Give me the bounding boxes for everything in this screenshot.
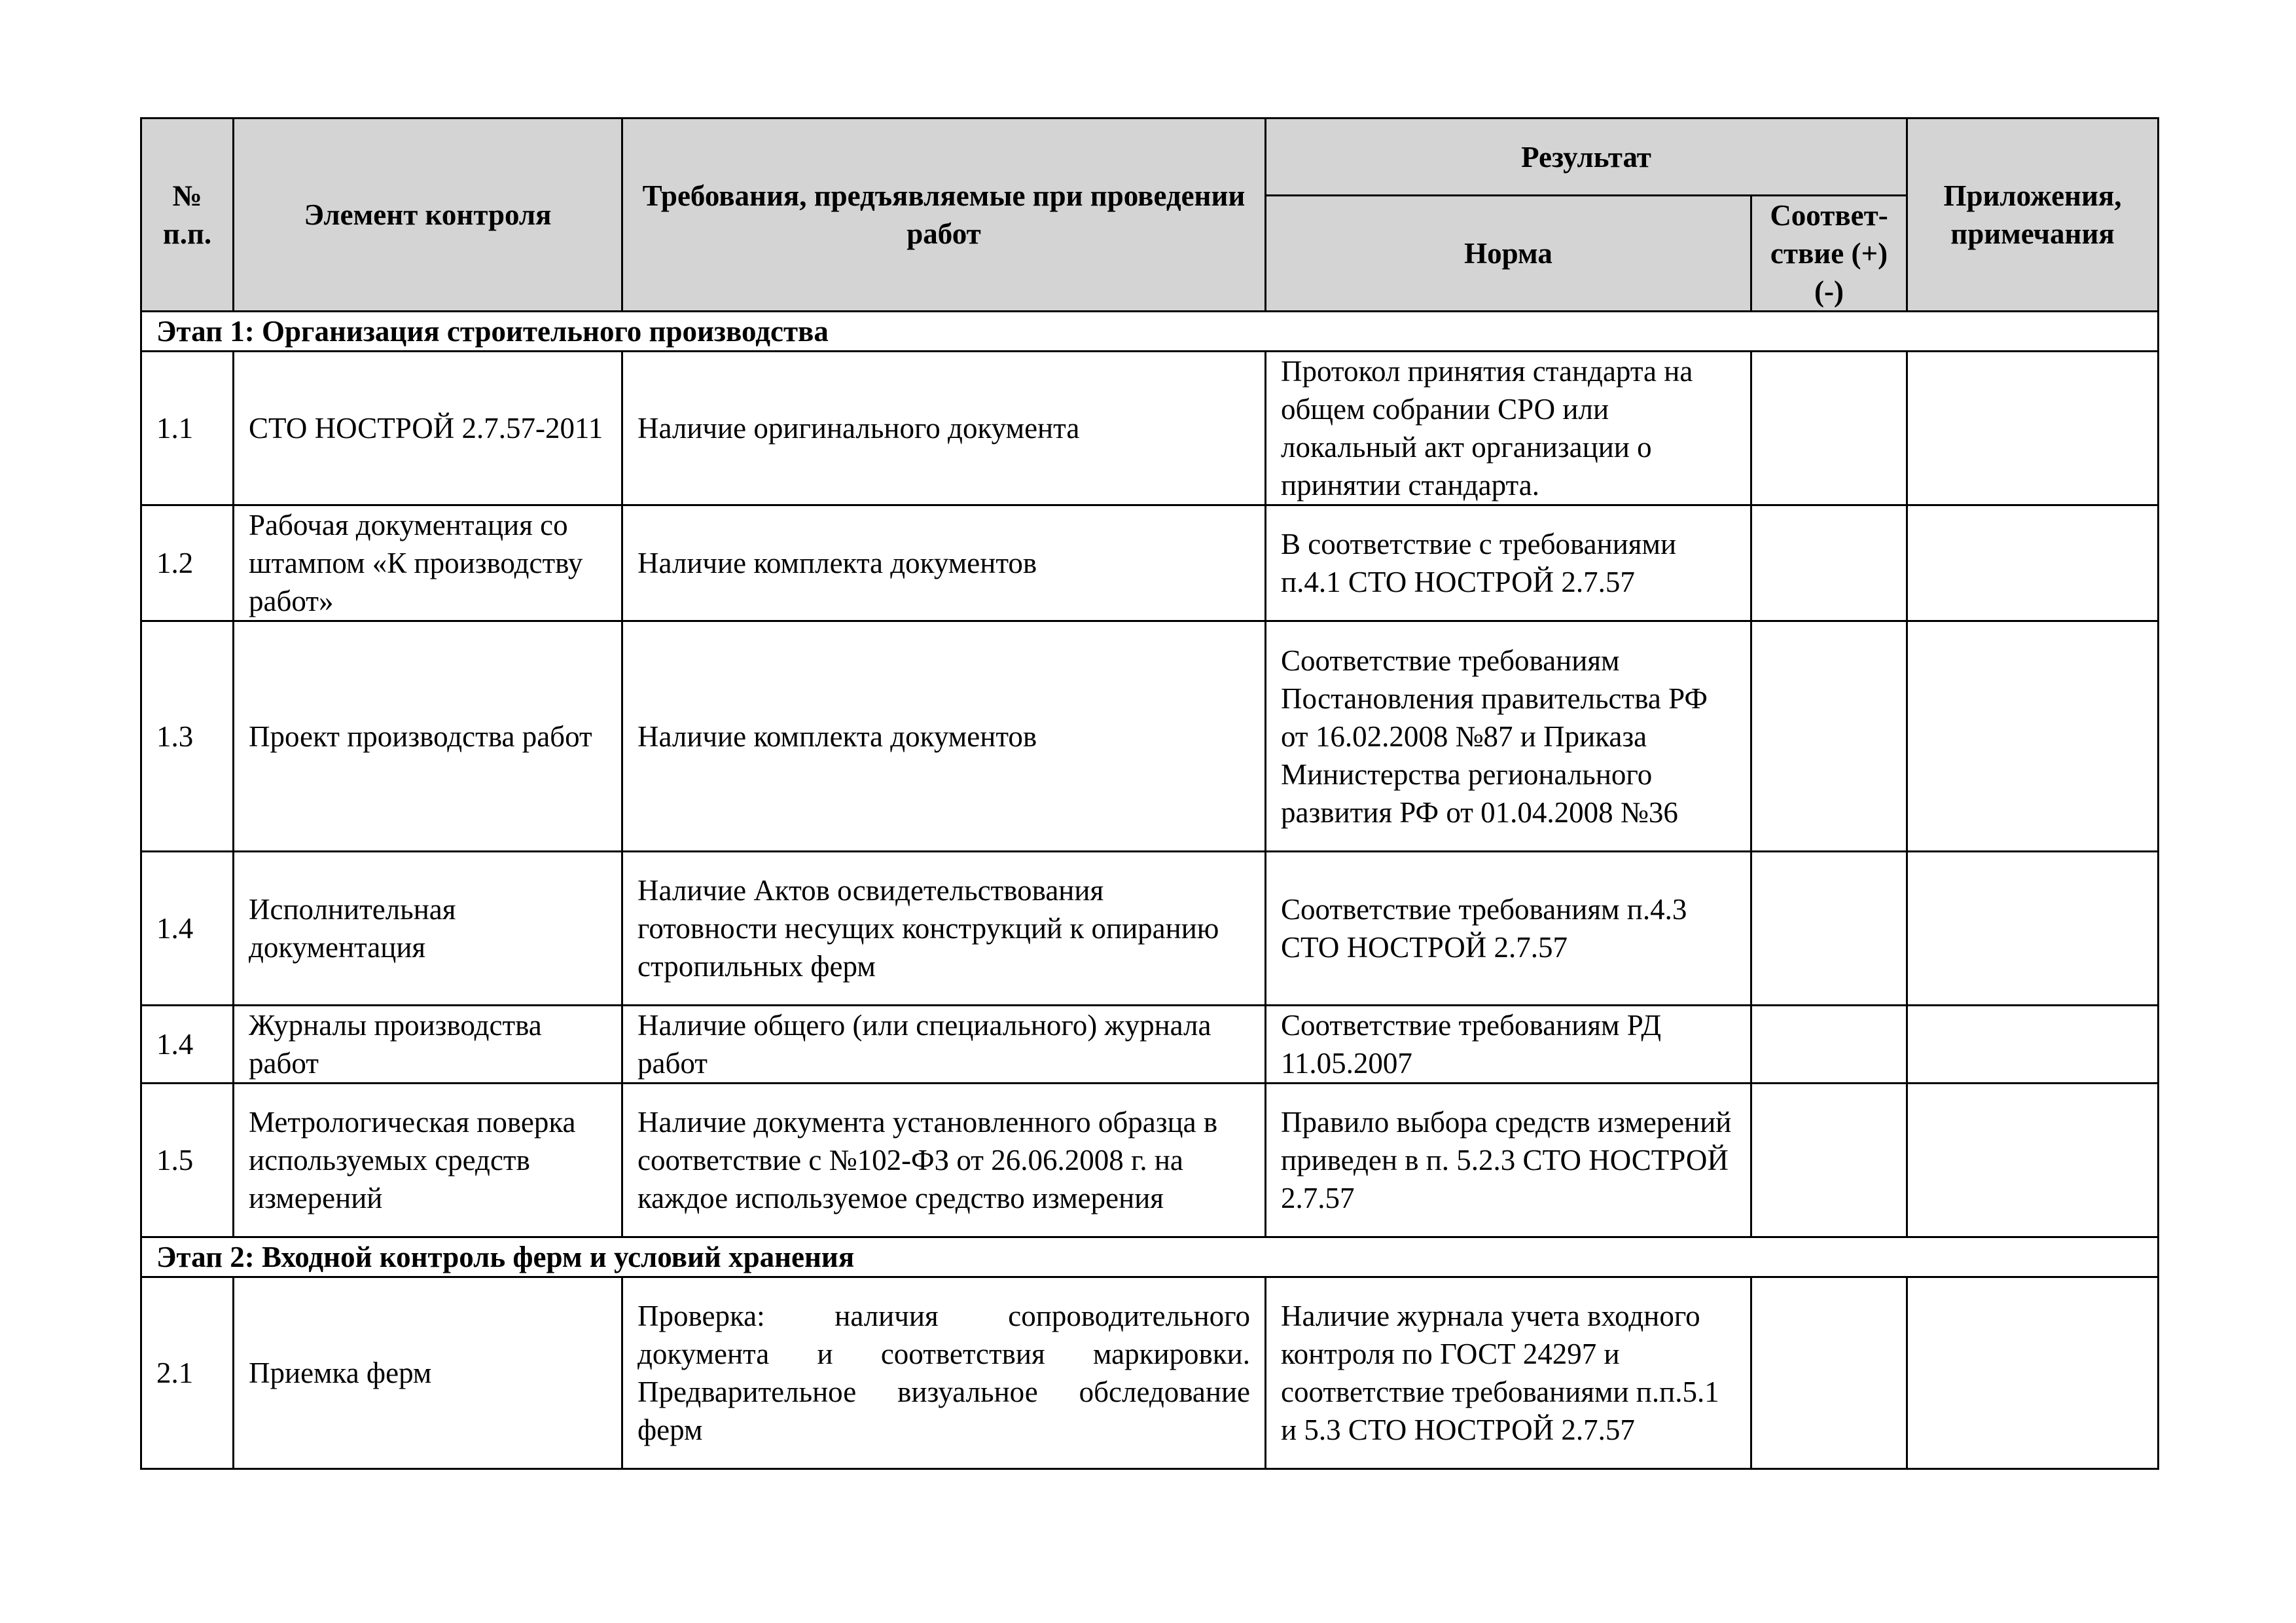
- row-number: 1.3: [141, 621, 234, 852]
- table-row: [141, 505, 2159, 621]
- control-element: Проект производства работ: [234, 621, 622, 852]
- table-row: [141, 1006, 2159, 1084]
- compliance-cell: [1751, 505, 1907, 621]
- norm-cell: Наличие журнала учета входного контроля по ГОСТ 24297 и соответствие требованиями п.п.5.1 и 5.3 СТО НОСТРОЙ 2.7.57: [1266, 1277, 1751, 1469]
- stage-row: [141, 312, 2159, 352]
- row-number: 1.4: [141, 1006, 234, 1084]
- control-element: Метрологическая поверка используемых средств измерений: [234, 1084, 622, 1237]
- control-element: Исполнительная документация: [234, 852, 622, 1006]
- requirement-cell: Наличие оригинального документа: [622, 352, 1266, 505]
- header-row-top: [141, 119, 2159, 196]
- control-table: [140, 117, 2159, 1470]
- norm-cell: Соответствие требованиям Постановления правительства РФ от 16.02.2008 №87 и Приказа Министерства регионального развития РФ от 01.04.2008 №36: [1266, 621, 1751, 852]
- notes-cell: [1907, 1006, 2159, 1084]
- header-element: Элемент контроля: [234, 119, 622, 312]
- stage-title: Этап 2: Входной контроль ферм и условий хранения: [141, 1237, 2159, 1277]
- compliance-cell: [1751, 352, 1907, 505]
- control-element: Рабочая документация со штампом «К производству работ»: [234, 505, 622, 621]
- norm-cell: Протокол принятия стандарта на общем собрании СРО или локальный акт организации о принятии стандарта.: [1266, 352, 1751, 505]
- row-number: 1.4: [141, 852, 234, 1006]
- requirement-cell: Наличие комплекта документов: [622, 505, 1266, 621]
- compliance-cell: [1751, 621, 1907, 852]
- compliance-cell: [1751, 852, 1907, 1006]
- row-number: 1.2: [141, 505, 234, 621]
- stage-row: [141, 1237, 2159, 1277]
- norm-cell: Соответствие требованиям РД 11.05.2007: [1266, 1006, 1751, 1084]
- stage-title: Этап 1: Организация строительного производства: [141, 312, 2159, 352]
- notes-cell: [1907, 1084, 2159, 1237]
- row-number: 1.5: [141, 1084, 234, 1237]
- compliance-cell: [1751, 1084, 1907, 1237]
- header-norm: Норма: [1266, 196, 1751, 312]
- notes-cell: [1907, 621, 2159, 852]
- header-compliance: Соответ-ствие (+) (-): [1751, 196, 1907, 312]
- norm-cell: Соответствие требованиям п.4.3 СТО НОСТРОЙ 2.7.57: [1266, 852, 1751, 1006]
- control-element: Приемка ферм: [234, 1277, 622, 1469]
- row-number: 1.1: [141, 352, 234, 505]
- requirement-cell: Наличие общего (или специального) журнала работ: [622, 1006, 1266, 1084]
- row-number: 2.1: [141, 1277, 234, 1469]
- compliance-cell: [1751, 1006, 1907, 1084]
- notes-cell: [1907, 852, 2159, 1006]
- norm-cell: Правило выбора средств измерений приведен в п. 5.2.3 СТО НОСТРОЙ 2.7.57: [1266, 1084, 1751, 1237]
- requirement-cell: Наличие Актов освидетельствования готовности несущих конструкций к опиранию стропильных ферм: [622, 852, 1266, 1006]
- notes-cell: [1907, 1277, 2159, 1469]
- control-element: СТО НОСТРОЙ 2.7.57-2011: [234, 352, 622, 505]
- table-row: [141, 352, 2159, 505]
- notes-cell: [1907, 352, 2159, 505]
- table-row: [141, 852, 2159, 1006]
- norm-cell: В соответствие с требованиями п.4.1 СТО НОСТРОЙ 2.7.57: [1266, 505, 1751, 621]
- header-requirements: Требования, предъявляемые при проведении работ: [622, 119, 1266, 312]
- table-row: [141, 621, 2159, 852]
- control-element: Журналы производства работ: [234, 1006, 622, 1084]
- header-num: № п.п.: [141, 119, 234, 312]
- header-notes: Приложения, примечания: [1907, 119, 2159, 312]
- requirement-cell: Наличие документа установленного образца в соответствие с №102-ФЗ от 26.06.2008 г. на каждое используемое средство измерения: [622, 1084, 1266, 1237]
- table-row: [141, 1277, 2159, 1469]
- header-result: Результат: [1266, 119, 1907, 196]
- compliance-cell: [1751, 1277, 1907, 1469]
- requirement-cell: Наличие комплекта документов: [622, 621, 1266, 852]
- requirement-cell: Проверка: наличия сопроводительного документа и соответствия маркировки. Предварительное визуальное обследование ферм: [622, 1277, 1266, 1469]
- table-row: [141, 1084, 2159, 1237]
- notes-cell: [1907, 505, 2159, 621]
